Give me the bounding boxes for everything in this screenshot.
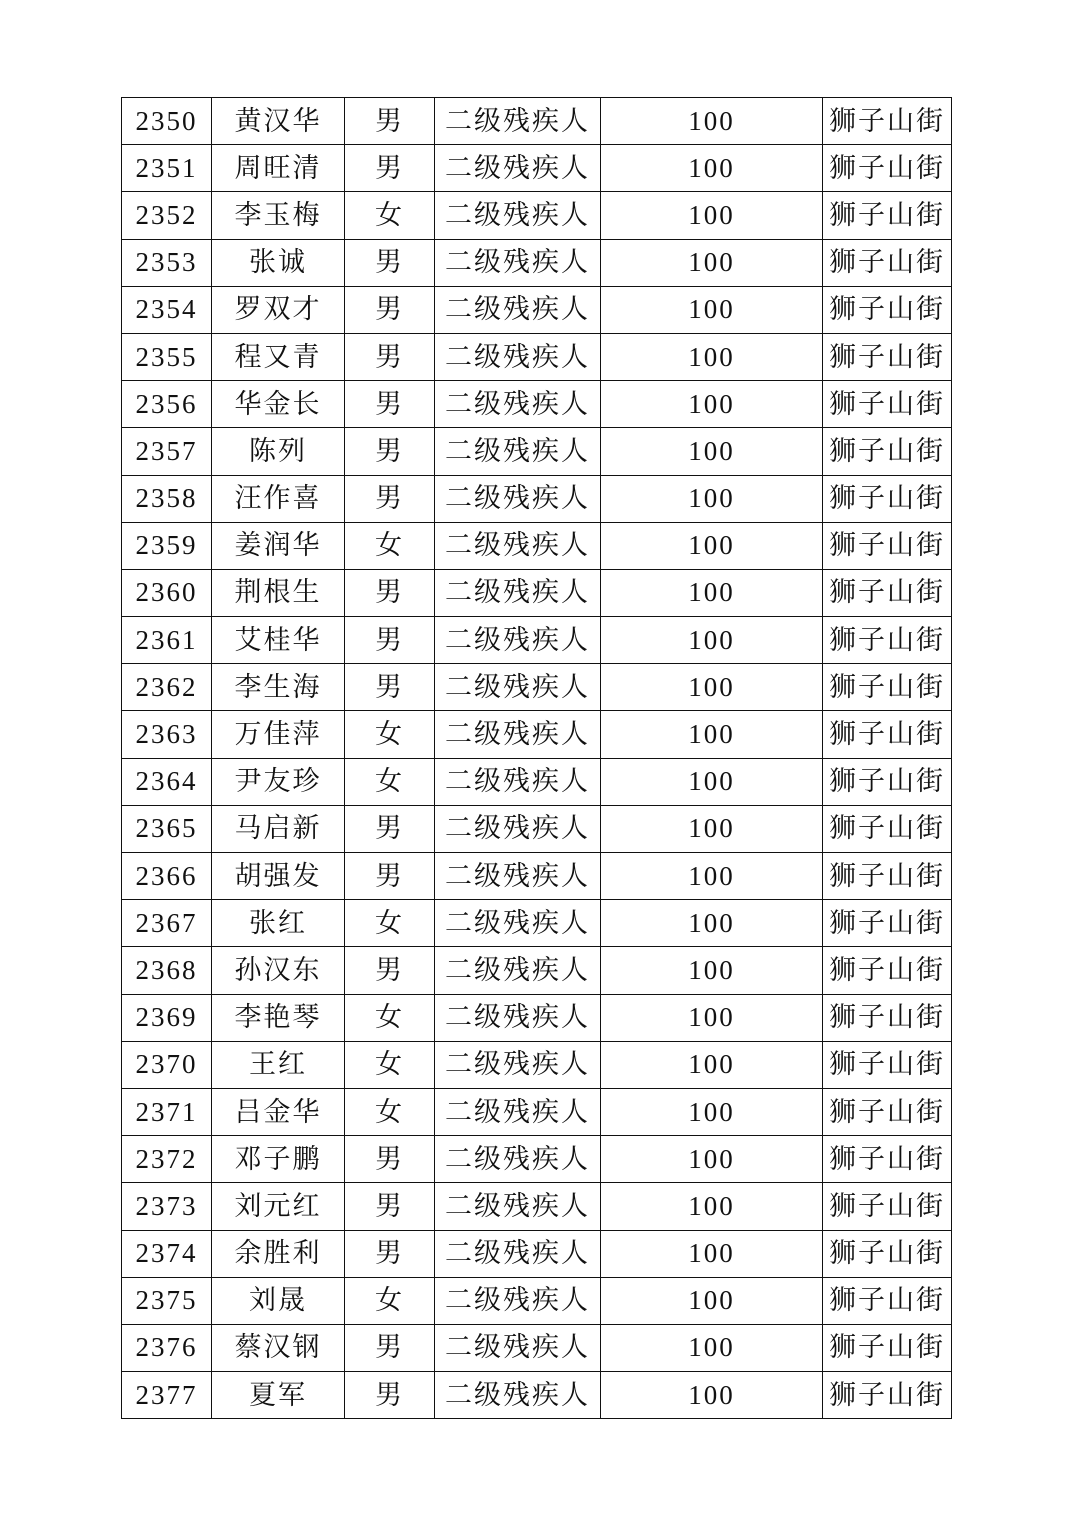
- table-row: [122, 381, 952, 428]
- disability-level-cell: 二级残疾人: [435, 428, 601, 475]
- table-row: [122, 900, 952, 947]
- table-row: [122, 1324, 952, 1371]
- street-cell: 狮子山街: [823, 192, 952, 239]
- name-cell: 陈列: [212, 428, 345, 475]
- table-row: [122, 1372, 952, 1419]
- gender-cell: 男: [345, 475, 435, 522]
- name-cell: 胡强发: [212, 853, 345, 900]
- disability-level-cell: 二级残疾人: [435, 1372, 601, 1419]
- name-cell: 吕金华: [212, 1088, 345, 1135]
- disability-level-cell: 二级残疾人: [435, 98, 601, 145]
- table-row: [122, 1136, 952, 1183]
- gender-cell: 男: [345, 947, 435, 994]
- table-row: [122, 758, 952, 805]
- table-row: [122, 664, 952, 711]
- table-row: [122, 286, 952, 333]
- serial-number-cell: 2352: [122, 192, 212, 239]
- amount-cell: 100: [601, 805, 823, 852]
- gender-cell: 男: [345, 805, 435, 852]
- street-cell: 狮子山街: [823, 947, 952, 994]
- table-row: [122, 239, 952, 286]
- name-cell: 李艳琴: [212, 994, 345, 1041]
- street-cell: 狮子山街: [823, 428, 952, 475]
- table-row: [122, 428, 952, 475]
- name-cell: 邓子鹏: [212, 1136, 345, 1183]
- street-cell: 狮子山街: [823, 381, 952, 428]
- gender-cell: 男: [345, 98, 435, 145]
- table-body: [122, 98, 952, 1419]
- disability-level-cell: 二级残疾人: [435, 1324, 601, 1371]
- disability-level-cell: 二级残疾人: [435, 475, 601, 522]
- serial-number-cell: 2365: [122, 805, 212, 852]
- serial-number-cell: 2367: [122, 900, 212, 947]
- street-cell: 狮子山街: [823, 239, 952, 286]
- gender-cell: 男: [345, 853, 435, 900]
- gender-cell: 女: [345, 522, 435, 569]
- allowance-list-table: [121, 97, 952, 1419]
- street-cell: 狮子山街: [823, 145, 952, 192]
- name-cell: 张红: [212, 900, 345, 947]
- amount-cell: 100: [601, 239, 823, 286]
- table-row: [122, 192, 952, 239]
- street-cell: 狮子山街: [823, 1277, 952, 1324]
- name-cell: 艾桂华: [212, 617, 345, 664]
- street-cell: 狮子山街: [823, 1230, 952, 1277]
- amount-cell: 100: [601, 1230, 823, 1277]
- amount-cell: 100: [601, 994, 823, 1041]
- gender-cell: 女: [345, 1088, 435, 1135]
- serial-number-cell: 2360: [122, 569, 212, 616]
- gender-cell: 男: [345, 664, 435, 711]
- table-row: [122, 98, 952, 145]
- serial-number-cell: 2371: [122, 1088, 212, 1135]
- disability-level-cell: 二级残疾人: [435, 711, 601, 758]
- amount-cell: 100: [601, 1183, 823, 1230]
- amount-cell: 100: [601, 1088, 823, 1135]
- name-cell: 荆根生: [212, 569, 345, 616]
- disability-level-cell: 二级残疾人: [435, 664, 601, 711]
- serial-number-cell: 2355: [122, 333, 212, 380]
- table-row: [122, 853, 952, 900]
- serial-number-cell: 2361: [122, 617, 212, 664]
- gender-cell: 男: [345, 428, 435, 475]
- disability-level-cell: 二级残疾人: [435, 853, 601, 900]
- street-cell: 狮子山街: [823, 333, 952, 380]
- gender-cell: 女: [345, 1277, 435, 1324]
- name-cell: 汪作喜: [212, 475, 345, 522]
- serial-number-cell: 2356: [122, 381, 212, 428]
- amount-cell: 100: [601, 569, 823, 616]
- table-row: [122, 145, 952, 192]
- table-row: [122, 805, 952, 852]
- disability-level-cell: 二级残疾人: [435, 1136, 601, 1183]
- disability-level-cell: 二级残疾人: [435, 1041, 601, 1088]
- street-cell: 狮子山街: [823, 286, 952, 333]
- gender-cell: 男: [345, 617, 435, 664]
- gender-cell: 男: [345, 333, 435, 380]
- disability-level-cell: 二级残疾人: [435, 1277, 601, 1324]
- serial-number-cell: 2358: [122, 475, 212, 522]
- table-row: [122, 617, 952, 664]
- name-cell: 马启新: [212, 805, 345, 852]
- name-cell: 余胜利: [212, 1230, 345, 1277]
- serial-number-cell: 2377: [122, 1372, 212, 1419]
- name-cell: 姜润华: [212, 522, 345, 569]
- amount-cell: 100: [601, 1324, 823, 1371]
- serial-number-cell: 2350: [122, 98, 212, 145]
- gender-cell: 男: [345, 1372, 435, 1419]
- street-cell: 狮子山街: [823, 617, 952, 664]
- gender-cell: 男: [345, 1324, 435, 1371]
- table-row: [122, 1277, 952, 1324]
- serial-number-cell: 2375: [122, 1277, 212, 1324]
- gender-cell: 男: [345, 145, 435, 192]
- name-cell: 孙汉东: [212, 947, 345, 994]
- table-row: [122, 1230, 952, 1277]
- amount-cell: 100: [601, 617, 823, 664]
- table-row: [122, 475, 952, 522]
- serial-number-cell: 2372: [122, 1136, 212, 1183]
- table-row: [122, 522, 952, 569]
- disability-level-cell: 二级残疾人: [435, 192, 601, 239]
- street-cell: 狮子山街: [823, 711, 952, 758]
- name-cell: 程又青: [212, 333, 345, 380]
- amount-cell: 100: [601, 286, 823, 333]
- disability-level-cell: 二级残疾人: [435, 947, 601, 994]
- disability-level-cell: 二级残疾人: [435, 1183, 601, 1230]
- street-cell: 狮子山街: [823, 522, 952, 569]
- amount-cell: 100: [601, 1041, 823, 1088]
- street-cell: 狮子山街: [823, 1183, 952, 1230]
- street-cell: 狮子山街: [823, 994, 952, 1041]
- serial-number-cell: 2351: [122, 145, 212, 192]
- serial-number-cell: 2374: [122, 1230, 212, 1277]
- street-cell: 狮子山街: [823, 475, 952, 522]
- amount-cell: 100: [601, 1277, 823, 1324]
- gender-cell: 男: [345, 1183, 435, 1230]
- serial-number-cell: 2370: [122, 1041, 212, 1088]
- serial-number-cell: 2366: [122, 853, 212, 900]
- name-cell: 罗双才: [212, 286, 345, 333]
- table-row: [122, 569, 952, 616]
- disability-level-cell: 二级残疾人: [435, 381, 601, 428]
- disability-level-cell: 二级残疾人: [435, 145, 601, 192]
- disability-level-cell: 二级残疾人: [435, 758, 601, 805]
- amount-cell: 100: [601, 333, 823, 380]
- gender-cell: 女: [345, 192, 435, 239]
- serial-number-cell: 2353: [122, 239, 212, 286]
- amount-cell: 100: [601, 853, 823, 900]
- name-cell: 李生海: [212, 664, 345, 711]
- amount-cell: 100: [601, 428, 823, 475]
- amount-cell: 100: [601, 381, 823, 428]
- street-cell: 狮子山街: [823, 98, 952, 145]
- disability-level-cell: 二级残疾人: [435, 1230, 601, 1277]
- serial-number-cell: 2362: [122, 664, 212, 711]
- disability-level-cell: 二级残疾人: [435, 900, 601, 947]
- name-cell: 夏军: [212, 1372, 345, 1419]
- serial-number-cell: 2369: [122, 994, 212, 1041]
- disability-level-cell: 二级残疾人: [435, 805, 601, 852]
- amount-cell: 100: [601, 192, 823, 239]
- serial-number-cell: 2359: [122, 522, 212, 569]
- street-cell: 狮子山街: [823, 900, 952, 947]
- gender-cell: 男: [345, 1136, 435, 1183]
- gender-cell: 女: [345, 758, 435, 805]
- name-cell: 万佳萍: [212, 711, 345, 758]
- amount-cell: 100: [601, 900, 823, 947]
- serial-number-cell: 2368: [122, 947, 212, 994]
- gender-cell: 女: [345, 994, 435, 1041]
- disability-level-cell: 二级残疾人: [435, 239, 601, 286]
- gender-cell: 女: [345, 900, 435, 947]
- name-cell: 蔡汉钢: [212, 1324, 345, 1371]
- gender-cell: 女: [345, 1041, 435, 1088]
- name-cell: 王红: [212, 1041, 345, 1088]
- serial-number-cell: 2357: [122, 428, 212, 475]
- serial-number-cell: 2364: [122, 758, 212, 805]
- disability-level-cell: 二级残疾人: [435, 333, 601, 380]
- name-cell: 黄汉华: [212, 98, 345, 145]
- serial-number-cell: 2363: [122, 711, 212, 758]
- gender-cell: 男: [345, 1230, 435, 1277]
- table-row: [122, 711, 952, 758]
- amount-cell: 100: [601, 475, 823, 522]
- amount-cell: 100: [601, 1372, 823, 1419]
- amount-cell: 100: [601, 947, 823, 994]
- disability-level-cell: 二级残疾人: [435, 286, 601, 333]
- disability-level-cell: 二级残疾人: [435, 522, 601, 569]
- name-cell: 刘元红: [212, 1183, 345, 1230]
- amount-cell: 100: [601, 145, 823, 192]
- street-cell: 狮子山街: [823, 569, 952, 616]
- gender-cell: 男: [345, 239, 435, 286]
- street-cell: 狮子山街: [823, 1136, 952, 1183]
- street-cell: 狮子山街: [823, 1088, 952, 1135]
- table-row: [122, 1183, 952, 1230]
- serial-number-cell: 2376: [122, 1324, 212, 1371]
- street-cell: 狮子山街: [823, 1372, 952, 1419]
- disability-level-cell: 二级残疾人: [435, 1088, 601, 1135]
- disability-level-cell: 二级残疾人: [435, 994, 601, 1041]
- street-cell: 狮子山街: [823, 853, 952, 900]
- street-cell: 狮子山街: [823, 805, 952, 852]
- serial-number-cell: 2354: [122, 286, 212, 333]
- disability-level-cell: 二级残疾人: [435, 617, 601, 664]
- table-row: [122, 333, 952, 380]
- street-cell: 狮子山街: [823, 758, 952, 805]
- table-row: [122, 994, 952, 1041]
- name-cell: 华金长: [212, 381, 345, 428]
- street-cell: 狮子山街: [823, 1041, 952, 1088]
- amount-cell: 100: [601, 758, 823, 805]
- street-cell: 狮子山街: [823, 664, 952, 711]
- name-cell: 周旺清: [212, 145, 345, 192]
- name-cell: 刘晟: [212, 1277, 345, 1324]
- table-row: [122, 1041, 952, 1088]
- name-cell: 尹友珍: [212, 758, 345, 805]
- gender-cell: 男: [345, 569, 435, 616]
- amount-cell: 100: [601, 1136, 823, 1183]
- table-row: [122, 1088, 952, 1135]
- amount-cell: 100: [601, 98, 823, 145]
- gender-cell: 男: [345, 286, 435, 333]
- gender-cell: 女: [345, 711, 435, 758]
- name-cell: 张诚: [212, 239, 345, 286]
- table-row: [122, 947, 952, 994]
- gender-cell: 男: [345, 381, 435, 428]
- amount-cell: 100: [601, 711, 823, 758]
- name-cell: 李玉梅: [212, 192, 345, 239]
- serial-number-cell: 2373: [122, 1183, 212, 1230]
- amount-cell: 100: [601, 522, 823, 569]
- disability-level-cell: 二级残疾人: [435, 569, 601, 616]
- street-cell: 狮子山街: [823, 1324, 952, 1371]
- amount-cell: 100: [601, 664, 823, 711]
